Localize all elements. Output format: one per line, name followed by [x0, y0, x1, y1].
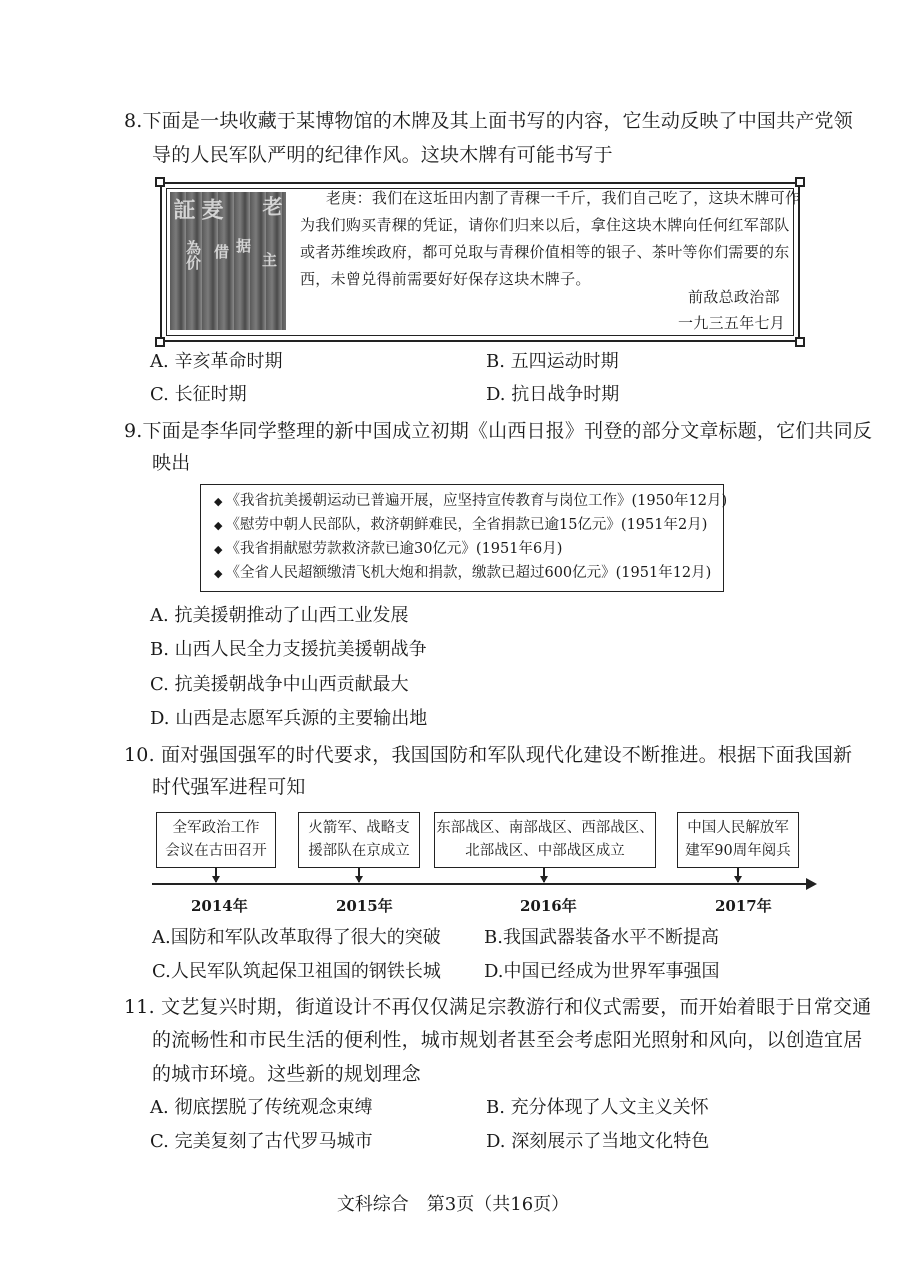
question-10-option-d[interactable]: D.中国已经成为世界军事强国	[484, 961, 720, 982]
question-9-option-a[interactable]: A. 抗美援朝推动了山西工业发展	[150, 605, 409, 626]
headline-item: ◆ 《我省抗美援朝运动已普遍开展，应坚持宣传教育与岗位工作》(1950年12月)	[214, 493, 728, 509]
question-8-option-b[interactable]: B. 五四运动时期	[486, 351, 619, 372]
arrow-down-icon	[355, 876, 363, 883]
question-9-option-c[interactable]: C. 抗美援朝战争中山西贡献最大	[150, 674, 409, 695]
question-11-option-a[interactable]: A. 彻底摆脱了传统观念束缚	[150, 1097, 373, 1118]
arrow-down-icon	[540, 876, 548, 883]
plaque-text-line: 西，未曾兑得前需要好好保存这块木牌子。	[300, 270, 591, 288]
question-11-option-c[interactable]: C. 完美复刻了古代罗马城市	[150, 1131, 373, 1152]
timeline-year: 2016年	[520, 897, 577, 915]
plaque-char: 為价	[184, 240, 202, 270]
question-8-line-1: 8.下面是一块收藏于某博物馆的木牌及其上面书写的内容，它生动反映了中国共产党领	[124, 110, 853, 132]
question-8-option-a[interactable]: A. 辛亥革命时期	[150, 351, 283, 372]
frame-corner	[155, 337, 165, 347]
question-9-option-b[interactable]: B. 山西人民全力支援抗美援朝战争	[150, 639, 427, 660]
plaque-char: 麦	[198, 198, 224, 220]
question-10-option-b[interactable]: B.我国武器装备水平不断提高	[484, 927, 719, 948]
timeline-year: 2015年	[336, 897, 393, 915]
plaque-char: 主	[260, 252, 278, 267]
plaque-char: 老	[259, 196, 283, 216]
timeline-axis	[152, 883, 808, 885]
timeline-event-box: 中国人民解放军 建军90周年阅兵	[677, 812, 799, 868]
question-11-option-d[interactable]: D. 深刻展示了当地文化特色	[486, 1131, 710, 1152]
arrow-down-icon	[734, 876, 742, 883]
plaque-text-line: 老庚：我们在这坵田内割了青稞一千斤，我们自己吃了，这块木牌可作	[326, 189, 801, 207]
page-footer: 文科综合 第3页（共16页）	[336, 1194, 570, 1215]
question-8-line-2: 导的人民军队严明的纪律作风。这块木牌有可能书写于	[152, 144, 613, 166]
timeline-event-box: 火箭军、战略支 援部队在京成立	[298, 812, 420, 868]
plaque-text-line: 或者苏维埃政府，都可兑取与青稞价值相等的银子、茶叶等你们需要的东	[300, 243, 790, 261]
question-10-line-1: 10. 面对强国强军的时代要求，我国国防和军队现代化建设不断推进。根据下面我国新	[124, 744, 853, 766]
question-8-option-c[interactable]: C. 长征时期	[150, 384, 247, 405]
question-10-option-a[interactable]: A.国防和军队改革取得了很大的突破	[152, 927, 441, 948]
timeline-event-box: 全军政治工作 会议在古田召开	[156, 812, 276, 868]
question-11-line-2: 的流畅性和市民生活的便利性，城市规划者甚至会考虑阳光照射和风向，以创造宜居	[152, 1029, 863, 1051]
question-9-option-d[interactable]: D. 山西是志愿军兵源的主要输出地	[150, 708, 428, 729]
timeline-year: 2017年	[715, 897, 772, 915]
frame-corner	[155, 177, 165, 187]
question-10-line-2: 时代强军进程可知	[152, 776, 306, 798]
headline-item: ◆ 《慰劳中朝人民部队，救济朝鲜难民，全省捐款已逾15亿元》(1951年2月)	[214, 517, 708, 533]
plaque-date: 一九三五年七月	[678, 314, 786, 332]
headline-item: ◆ 《我省捐献慰劳款救济款已逾30亿元》(1951年6月)	[214, 541, 563, 557]
timeline-year: 2014年	[191, 897, 248, 915]
question-9-line-1: 9.下面是李华同学整理的新中国成立初期《山西日报》刊登的部分文章标题，它们共同反	[124, 420, 873, 442]
plaque-text-line: 为我们购买青稞的凭证，请你们归来以后，拿住这块木牌向任何红军部队	[300, 216, 790, 234]
diamond-bullet-icon: ◆	[214, 495, 223, 508]
question-10-option-c[interactable]: C.人民军队筑起保卫祖国的钢铁长城	[152, 961, 441, 982]
diamond-bullet-icon: ◆	[214, 567, 223, 580]
plaque-char: 借	[212, 244, 230, 259]
headline-item: ◆ 《全省人民超额缴清飞机大炮和捐款，缴款已超过600亿元》(1951年12月)	[214, 565, 712, 581]
question-11-line-1: 11. 文艺复兴时期，街道设计不再仅仅满足宗教游行和仪式需要，而开始着眼于日常交通	[124, 996, 872, 1018]
frame-corner	[795, 337, 805, 347]
timeline-event-box: 东部战区、南部战区、西部战区、 北部战区、中部战区成立	[434, 812, 656, 868]
question-9-line-2: 映出	[152, 452, 191, 474]
diamond-bullet-icon: ◆	[214, 543, 223, 556]
question-11-option-b[interactable]: B. 充分体现了人文主义关怀	[486, 1097, 709, 1118]
question-11-line-3: 的城市环境。这些新的规划理念	[152, 1063, 421, 1085]
plaque-signature: 前敌总政治部	[688, 288, 780, 306]
wooden-plaque-photo	[170, 192, 286, 330]
plaque-char: 据	[234, 238, 252, 253]
arrow-down-icon	[212, 876, 220, 883]
diamond-bullet-icon: ◆	[214, 519, 223, 532]
plaque-char: 証	[170, 198, 196, 220]
arrow-right-icon	[806, 878, 817, 890]
question-8-option-d[interactable]: D. 抗日战争时期	[486, 384, 620, 405]
